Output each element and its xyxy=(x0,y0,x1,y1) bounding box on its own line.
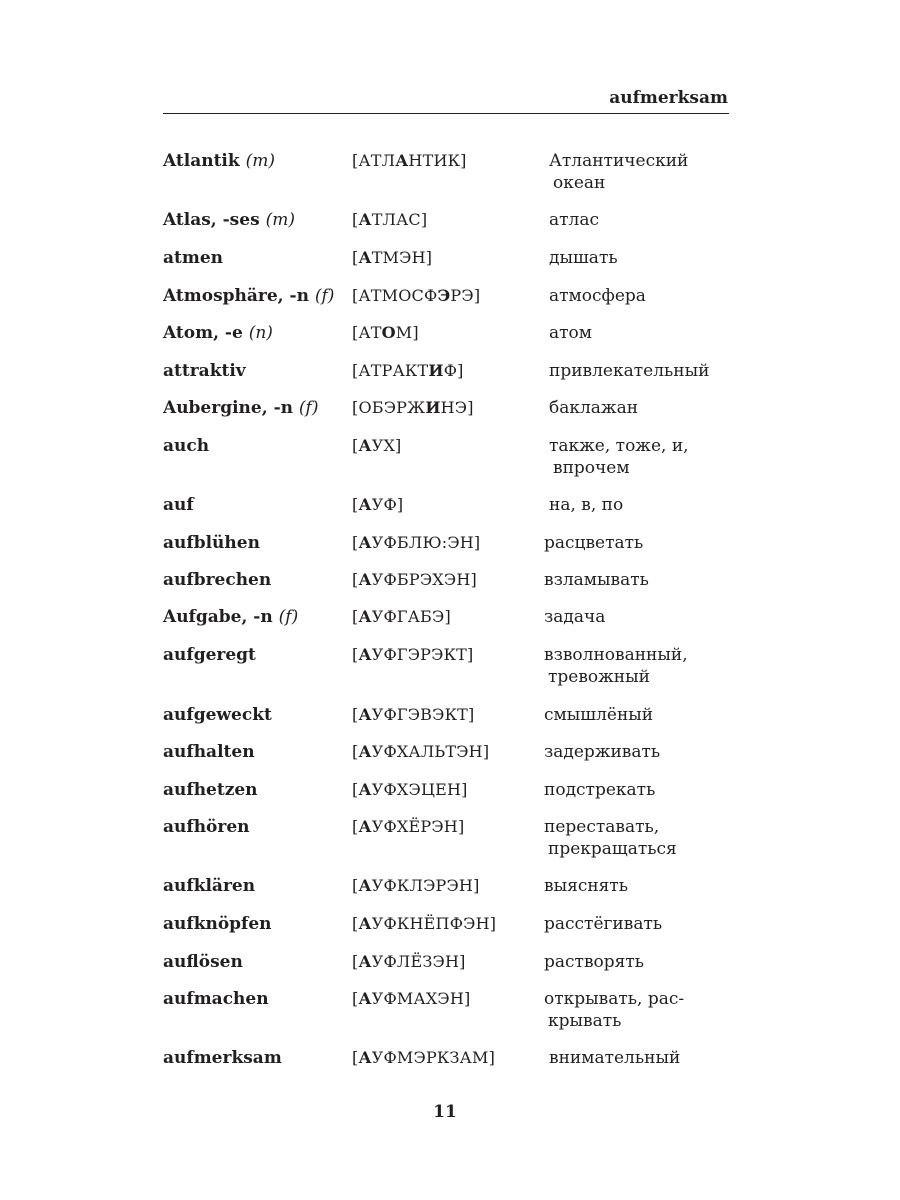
german-headword xyxy=(163,875,255,897)
pronunciation xyxy=(352,532,480,554)
pronunciation-part: [ xyxy=(352,645,359,664)
russian-translation xyxy=(549,285,739,307)
pronunciation xyxy=(352,779,468,801)
pronunciation xyxy=(352,644,473,666)
pronunciation-part: УФЛЁЗЭН] xyxy=(371,952,466,971)
russian-translation xyxy=(549,209,739,231)
translation-line: переставать, xyxy=(544,817,660,837)
pronunciation xyxy=(352,360,464,382)
russian-translation xyxy=(549,494,739,516)
pronunciation-part: ТМЭН] xyxy=(371,248,433,267)
headword-text: Aubergine, -n xyxy=(163,398,293,418)
translation-line: прекращаться xyxy=(548,839,677,859)
pronunciation-part: УФХЭЦЕН] xyxy=(371,780,468,799)
german-headword xyxy=(163,741,255,763)
german-headword xyxy=(163,606,298,628)
translation-line: океан xyxy=(553,173,606,193)
page-number: 11 xyxy=(433,1102,457,1122)
german-headword xyxy=(163,704,272,726)
translation-line: растворять xyxy=(544,952,645,972)
stressed-letter: А xyxy=(358,570,372,589)
pronunciation-part: УФБЛЮ:ЭН] xyxy=(371,533,481,552)
pronunciation xyxy=(352,285,480,307)
grammatical-gender: (f) xyxy=(278,607,299,627)
translation-line: крывать xyxy=(548,1011,622,1031)
grammatical-gender: (m) xyxy=(265,210,295,230)
pronunciation-part: [ xyxy=(352,780,359,799)
german-headword xyxy=(163,913,272,935)
headword-text: auflösen xyxy=(163,952,243,972)
german-headword xyxy=(163,435,209,457)
stressed-letter: А xyxy=(358,817,372,836)
headword-text: Atom, -e xyxy=(163,323,243,343)
translation-line: внимательный xyxy=(549,1048,681,1068)
pronunciation xyxy=(352,704,474,726)
german-headword xyxy=(163,360,246,382)
german-headword xyxy=(163,569,271,591)
german-headword xyxy=(163,397,318,419)
pronunciation-part: [ xyxy=(352,436,359,455)
pronunciation-part: [ xyxy=(352,876,359,895)
headword-text: atmen xyxy=(163,248,224,268)
pronunciation-part: РЭ] xyxy=(450,286,481,305)
pronunciation-part: УФМЭРКЗАМ] xyxy=(371,1048,496,1067)
translation-line: расстёгивать xyxy=(544,914,663,934)
pronunciation xyxy=(352,875,480,897)
pronunciation-part: [АТ xyxy=(352,323,382,342)
translation-line: атмосфера xyxy=(549,286,646,306)
stressed-letter: А xyxy=(358,607,372,626)
stressed-letter: А xyxy=(358,780,372,799)
german-headword xyxy=(163,951,243,973)
pronunciation-part: [ xyxy=(352,914,359,933)
stressed-letter: И xyxy=(428,361,444,380)
german-headword xyxy=(163,532,260,554)
russian-translation xyxy=(544,532,734,554)
pronunciation xyxy=(352,397,474,419)
russian-translation xyxy=(544,875,734,897)
russian-translation xyxy=(549,360,739,382)
translation-line: тревожный xyxy=(548,667,650,687)
pronunciation xyxy=(352,247,432,269)
russian-translation xyxy=(549,1047,739,1069)
headword-text: aufmachen xyxy=(163,989,269,1009)
pronunciation-part: [АТМОСФ xyxy=(352,286,438,305)
grammatical-gender: (m) xyxy=(245,151,275,171)
pronunciation xyxy=(352,494,403,516)
pronunciation-part: М] xyxy=(395,323,419,342)
headword-text: attraktiv xyxy=(163,361,246,381)
german-headword xyxy=(163,494,194,516)
pronunciation-part: УХ] xyxy=(371,436,402,455)
pronunciation-part: [ xyxy=(352,705,359,724)
stressed-letter: А xyxy=(358,989,372,1008)
pronunciation xyxy=(352,741,489,763)
pronunciation-part: [ОБЭРЖ xyxy=(352,398,426,417)
translation-line: дышать xyxy=(549,248,618,268)
headword-text: aufbrechen xyxy=(163,570,272,590)
translation-line: на, в, по xyxy=(549,495,624,515)
headword-text: aufmerksam xyxy=(163,1048,282,1068)
russian-translation xyxy=(544,644,734,688)
stressed-letter: А xyxy=(358,436,372,455)
german-headword xyxy=(163,247,223,269)
stressed-letter: А xyxy=(358,495,372,514)
translation-line: Атлантический xyxy=(549,151,689,171)
headword-text: aufhetzen xyxy=(163,780,258,800)
pronunciation xyxy=(352,606,451,628)
pronunciation-part: НТИК] xyxy=(408,151,467,170)
stressed-letter: И xyxy=(425,398,441,417)
headword-text: Aufgabe, -n xyxy=(163,607,273,627)
translation-line: впрочем xyxy=(553,458,630,478)
pronunciation xyxy=(352,569,477,591)
pronunciation xyxy=(352,988,470,1010)
russian-translation xyxy=(544,704,734,726)
pronunciation-part: УФБРЭХЭН] xyxy=(371,570,477,589)
translation-line: выяснять xyxy=(544,876,629,896)
headword-text: auch xyxy=(163,436,210,456)
russian-translation xyxy=(549,322,739,344)
pronunciation xyxy=(352,951,466,973)
stressed-letter: А xyxy=(358,952,372,971)
russian-translation xyxy=(544,951,734,973)
translation-line: подстрекать xyxy=(544,780,656,800)
pronunciation-part: [ xyxy=(352,607,359,626)
pronunciation-part: УФКНЁПФЭН] xyxy=(371,914,497,933)
headword-text: aufblühen xyxy=(163,533,260,553)
german-headword xyxy=(163,1047,282,1069)
russian-translation xyxy=(549,150,739,194)
translation-line: взламывать xyxy=(544,570,649,590)
translation-line: расцветать xyxy=(544,533,644,553)
header-rule xyxy=(163,113,729,114)
pronunciation-part: [ xyxy=(352,248,359,267)
stressed-letter: А xyxy=(358,533,372,552)
pronunciation-part: УФГЭВЭКТ] xyxy=(371,705,475,724)
pronunciation xyxy=(352,1047,495,1069)
translation-line: баклажан xyxy=(549,398,639,418)
running-head: aufmerksam xyxy=(609,88,728,108)
pronunciation xyxy=(352,322,419,344)
grammatical-gender: (n) xyxy=(248,323,273,343)
stressed-letter: А xyxy=(358,705,372,724)
german-headword xyxy=(163,816,250,838)
german-headword xyxy=(163,322,273,344)
translation-line: атом xyxy=(549,323,592,343)
translation-line: задерживать xyxy=(544,742,661,762)
german-headword xyxy=(163,285,334,307)
headword-text: auf xyxy=(163,495,194,515)
translation-line: смышлёный xyxy=(544,705,654,725)
pronunciation-part: УФМАХЭН] xyxy=(371,989,471,1008)
stressed-letter: А xyxy=(358,645,372,664)
pronunciation-part: УФ] xyxy=(371,495,404,514)
pronunciation-part: ТЛАС] xyxy=(371,210,428,229)
russian-translation xyxy=(544,988,734,1032)
headword-text: Atmosphäre, -n xyxy=(163,286,309,306)
pronunciation-part: [ xyxy=(352,989,359,1008)
translation-line: атлас xyxy=(549,210,599,230)
stressed-letter: О xyxy=(381,323,396,342)
pronunciation-part: УФГЭРЭКТ] xyxy=(371,645,474,664)
stressed-letter: А xyxy=(358,248,372,267)
german-headword xyxy=(163,209,295,231)
pronunciation-part: [ xyxy=(352,495,359,514)
pronunciation xyxy=(352,913,496,935)
headword-text: aufhalten xyxy=(163,742,255,762)
pronunciation-part: УФКЛЭРЭН] xyxy=(371,876,480,895)
pronunciation xyxy=(352,150,467,172)
translation-line: задача xyxy=(544,607,606,627)
russian-translation xyxy=(549,247,739,269)
headword-text: aufhören xyxy=(163,817,250,837)
pronunciation-part: [ xyxy=(352,570,359,589)
russian-translation xyxy=(549,397,739,419)
pronunciation-part: Ф] xyxy=(443,361,464,380)
pronunciation-part: [ xyxy=(352,952,359,971)
pronunciation-part: [ xyxy=(352,742,359,761)
pronunciation-part: [ xyxy=(352,817,359,836)
german-headword xyxy=(163,644,256,666)
headword-text: aufgeweckt xyxy=(163,705,272,725)
pronunciation xyxy=(352,209,427,231)
headword-text: aufklären xyxy=(163,876,256,896)
russian-translation xyxy=(544,741,734,763)
headword-text: Atlantik xyxy=(163,151,240,171)
headword-text: Atlas, -ses xyxy=(163,210,260,230)
russian-translation xyxy=(544,606,734,628)
headword-text: aufknöpfen xyxy=(163,914,272,934)
stressed-letter: А xyxy=(358,210,372,229)
pronunciation-part: УФГАБЭ] xyxy=(371,607,451,626)
grammatical-gender: (f) xyxy=(314,286,335,306)
headword-text: aufgeregt xyxy=(163,645,256,665)
translation-line: взволнованный, xyxy=(544,645,688,665)
pronunciation-part: НЭ] xyxy=(440,398,474,417)
pronunciation-part: УФХАЛЬТЭН] xyxy=(371,742,490,761)
russian-translation xyxy=(544,569,734,591)
translation-line: также, тоже, и, xyxy=(549,436,689,456)
stressed-letter: А xyxy=(358,914,372,933)
grammatical-gender: (f) xyxy=(298,398,319,418)
stressed-letter: А xyxy=(358,742,372,761)
pronunciation-part: УФХЁРЭН] xyxy=(371,817,465,836)
pronunciation-part: [ xyxy=(352,210,359,229)
stressed-letter: Э xyxy=(437,286,451,305)
russian-translation xyxy=(544,779,734,801)
german-headword xyxy=(163,150,275,172)
german-headword xyxy=(163,988,269,1010)
stressed-letter: А xyxy=(358,876,372,895)
russian-translation xyxy=(544,816,734,860)
russian-translation xyxy=(549,435,739,479)
pronunciation-part: [АТЛ xyxy=(352,151,396,170)
pronunciation-part: [ xyxy=(352,533,359,552)
translation-line: открывать, рас- xyxy=(544,989,685,1009)
stressed-letter: А xyxy=(395,151,409,170)
translation-line: привлекательный xyxy=(549,361,710,381)
german-headword xyxy=(163,779,258,801)
pronunciation xyxy=(352,435,401,457)
russian-translation xyxy=(544,913,734,935)
pronunciation-part: [ xyxy=(352,1048,359,1067)
stressed-letter: А xyxy=(358,1048,372,1067)
pronunciation-part: [АТРАКТ xyxy=(352,361,429,380)
pronunciation xyxy=(352,816,464,838)
